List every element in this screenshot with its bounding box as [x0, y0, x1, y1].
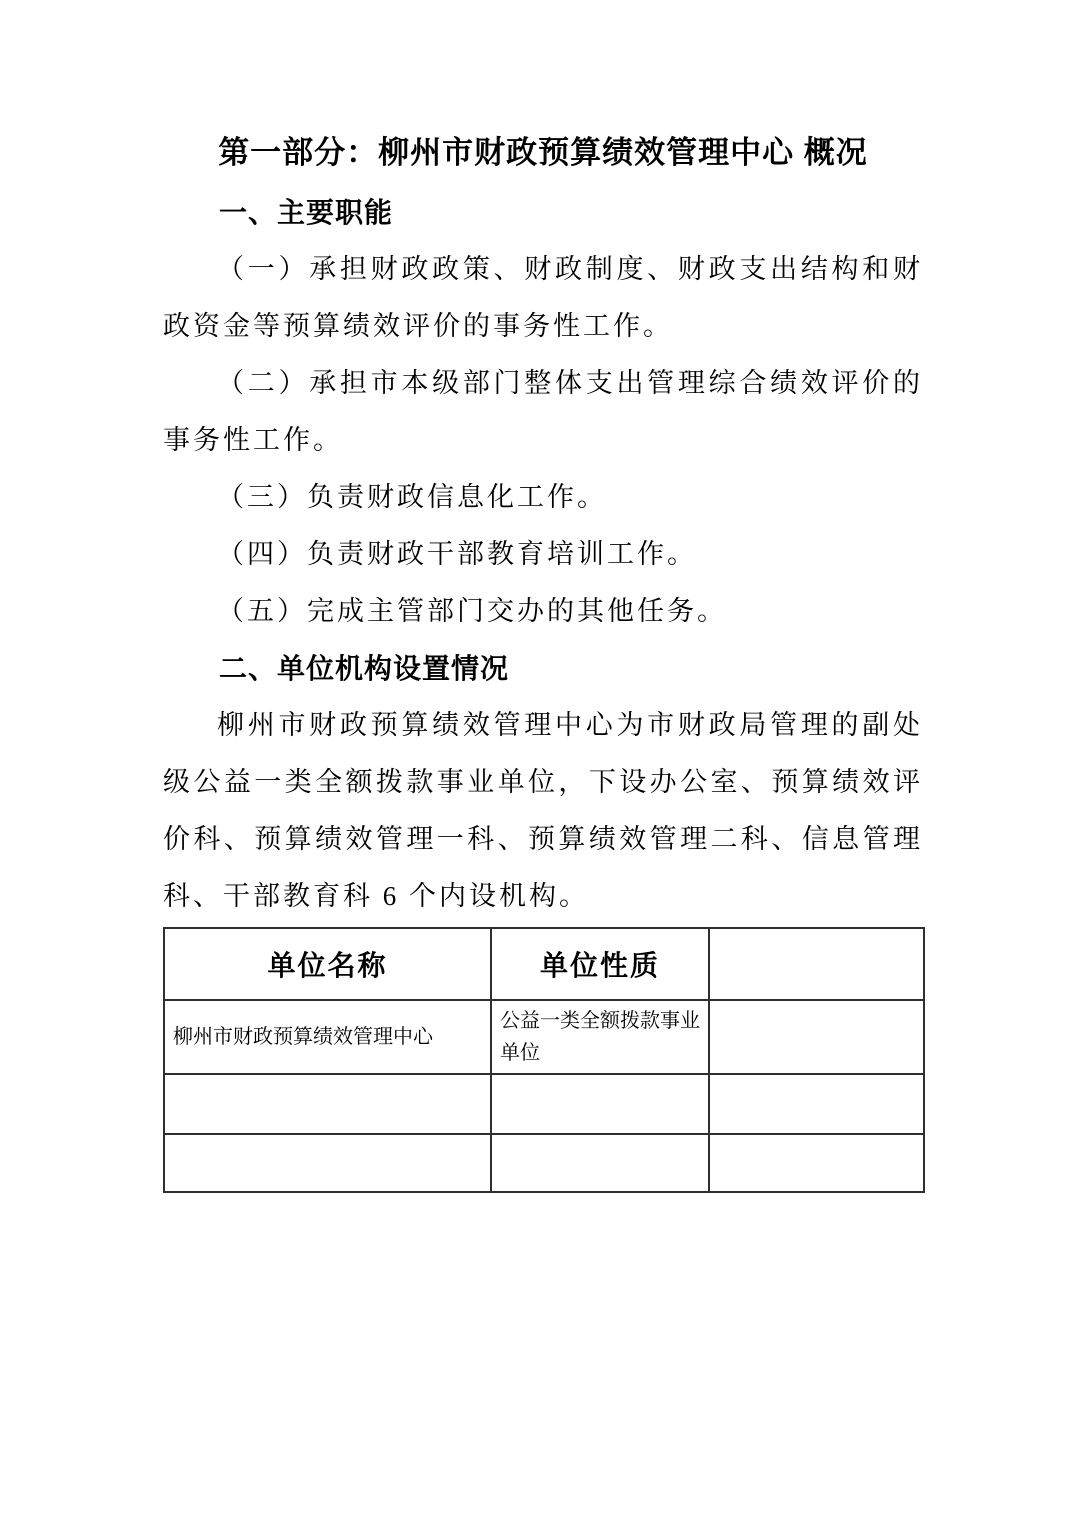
table-row	[164, 1000, 924, 1074]
table-row	[164, 1134, 924, 1192]
cell-unit-name: 柳州市财政预算绩效管理中心	[164, 1000, 491, 1074]
table-header-blank	[709, 928, 924, 1000]
paragraph-duty-5: （五）完成主管部门交办的其他任务。	[217, 596, 727, 626]
paragraph-org-intro: 柳州市财政预算绩效管理中心为市财政局管理的副处级公益一类全额拨款事业单位，下设办公室、预算绩效评价科、预算绩效管理一科、预算绩效管理二科、信息管理科、干部教育科 6 个内设机构。	[163, 710, 923, 911]
document-title: 第一部分：柳州市财政预算绩效管理中心 概况	[218, 135, 868, 170]
table-header-unit-name: 单位名称	[164, 928, 491, 1000]
table-header-unit-nature: 单位性质	[491, 928, 709, 1000]
paragraph-duty-3: （三）负责财政信息化工作。	[217, 482, 607, 512]
table-header-row	[164, 928, 924, 1000]
section-heading-org-setup: 二、单位机构设置情况	[219, 653, 510, 684]
cell-blank	[709, 1134, 924, 1192]
cell-unit-name	[164, 1134, 491, 1192]
cell-unit-nature	[491, 1134, 709, 1192]
cell-blank	[709, 1074, 924, 1134]
cell-unit-nature: 公益一类全额拨款事业单位	[491, 1000, 709, 1074]
paragraph-duty-2: （二）承担市本级部门整体支出管理综合绩效评价的事务性工作。	[163, 368, 923, 455]
paragraph-duty-4: （四）负责财政干部教育培训工作。	[217, 539, 697, 569]
section-heading-main-duties: 一、主要职能	[219, 197, 394, 228]
cell-unit-name	[164, 1074, 491, 1134]
cell-unit-nature	[491, 1074, 709, 1134]
table-row	[164, 1074, 924, 1134]
org-table	[163, 927, 925, 1193]
paragraph-duty-1: （一）承担财政政策、财政制度、财政支出结构和财政资金等预算绩效评价的事务性工作。	[163, 254, 923, 341]
cell-blank	[709, 1000, 924, 1074]
